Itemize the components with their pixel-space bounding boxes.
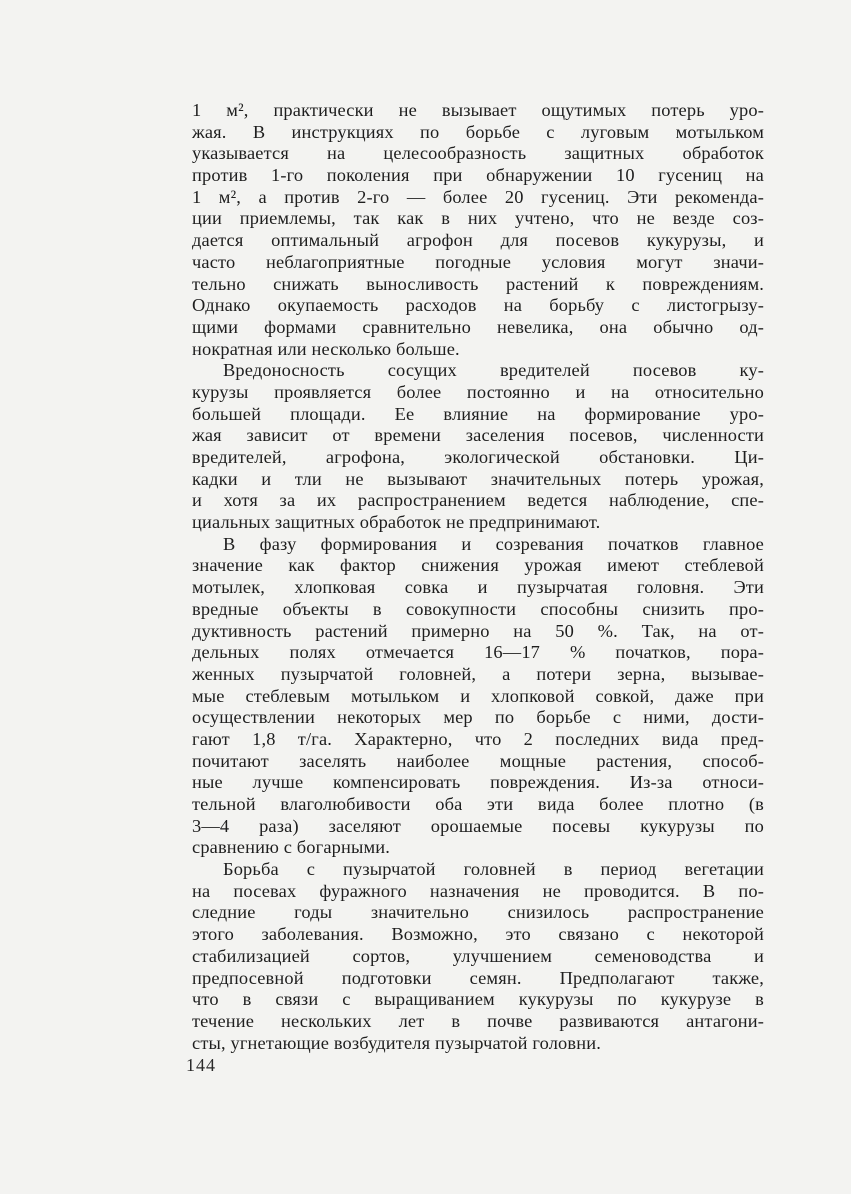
text-line: женных пузырчатой головней, а потери зерна, вызывае- (192, 663, 764, 684)
text-line: 1 м², практически не вызывает ощутимых потерь уро- (192, 100, 764, 120)
text-line: указывается на целесообразность защитных обработок (192, 143, 764, 164)
text-line: жая. В инструкциях по борьбе с луговым мотыльком (192, 121, 764, 142)
text-line: В фазу формирования и созревания початков главное (223, 533, 764, 554)
text-line: осуществлении некоторых мер по борьбе с ними, дости- (192, 707, 764, 728)
text-line: курузы проявляется более постоянно и на относительно (192, 381, 764, 402)
text-line: мые стеблевым мотыльком и хлопковой совкой, даже при (192, 685, 764, 706)
text-line: этого заболевания. Возможно, это связано с некоторой (192, 924, 764, 945)
text-line: и хотя за их распространением ведется наблюдение, спе- (192, 490, 764, 511)
text-line: значение как фактор снижения урожая имеют стеблевой (192, 555, 764, 576)
text-line: дельных полях отмечается 16—17 % початков, пора- (192, 642, 764, 663)
text-line: предпосевной подготовки семян. Предполагают также, (192, 967, 764, 988)
text-line: Вредоносность сосущих вредителей посевов ку- (223, 360, 764, 381)
text-line: против 1-го поколения при обнаружении 10 гусениц на (192, 165, 764, 186)
text-line: щими формами сравнительно невелика, она обычно од- (192, 316, 764, 337)
text-line: ции приемлемы, так как в них учтено, что не везде соз- (192, 208, 764, 229)
text-line: часто неблагоприятные погодные условия могут значи- (192, 251, 764, 272)
text-line: вредителей, агрофона, экологической обстановки. Ци- (192, 447, 764, 467)
text-line: жая зависит от времени заселения посевов, численности (192, 425, 764, 446)
text-line: тельно снижать выносливость растений к повреждениям. (192, 273, 764, 294)
text-line: 3—4 раза) заселяют орошаемые посевы кукурузы по (192, 815, 764, 836)
text-line: дуктивность растений примерно на 50 %. Так, на от- (192, 620, 764, 641)
text-line: сравнению с богарными. (192, 837, 391, 858)
text-line: что в связи с выращиванием кукурузы по кукурузе в (192, 989, 764, 1010)
text-line: следние годы значительно снизилось распространение (192, 902, 764, 923)
body-text (192, 100, 764, 1054)
text-line: гают 1,8 т/га. Характерно, что 2 последних вида пред- (192, 728, 764, 749)
text-line: кадки и тли не вызывают значительных потерь урожая, (192, 468, 764, 489)
text-line: дается оптимальный агрофон для посевов кукурузы, и (192, 230, 764, 251)
text-line: вредные объекты в совокупности способны снизить про- (192, 598, 764, 619)
text-line: мотылек, хлопковая совка и пузырчатая головня. Эти (192, 577, 764, 598)
text-line: большей площади. Ее влияние на формирование уро- (192, 403, 764, 424)
text-line: циальных защитных обработок не предпринимают. (192, 512, 601, 533)
text-line: стабилизацией сортов, улучшением семеноводства и (192, 945, 764, 966)
text-line: ные лучше компенсировать повреждения. Из-за относи- (192, 772, 764, 793)
text-line: почитают заселять наиболее мощные растения, способ- (192, 750, 764, 771)
text-line: течение нескольких лет в почве развиваются антагони- (192, 1010, 764, 1031)
page-number: 144 (186, 1055, 216, 1075)
text-line: тельной влаголюбивости оба эти вида более плотно (в (192, 794, 764, 814)
text-line: Борьба с пузырчатой головней в период вегетации (223, 859, 764, 880)
text-line: нократная или несколько больше. (192, 338, 460, 359)
text-line: сты, угнетающие возбудителя пузырчатой головни. (192, 1032, 601, 1053)
text-line: на посевах фуражного назначения не проводится. В по- (192, 880, 764, 901)
text-line: Однако окупаемость расходов на борьбу с листогрызу- (192, 295, 764, 316)
text-line: 1 м², а против 2-го — более 20 гусениц. Эти рекоменда- (192, 186, 764, 207)
